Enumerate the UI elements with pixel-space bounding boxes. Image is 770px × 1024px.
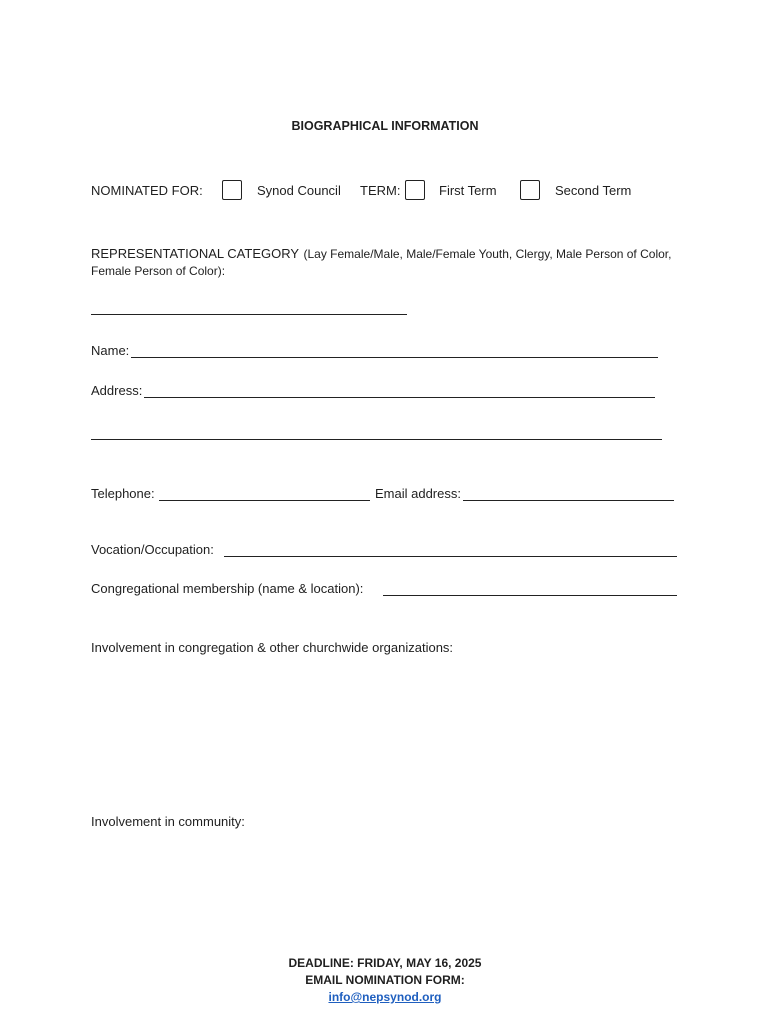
name-label: Name: [91,343,130,358]
category-hint-line2: Female Person of Color): [91,264,226,278]
vocation-input-line[interactable] [224,556,677,557]
email-form-label: EMAIL NOMINATION FORM: [305,973,465,987]
involvement-congregation-label: Involvement in congregation & other churchwide organizations: [91,640,454,655]
email-link[interactable]: info@nepsynod.org [328,990,442,1004]
address-label: Address: [91,383,143,398]
category-label: REPRESENTATIONAL CATEGORY [91,246,300,261]
involvement-community-area[interactable] [91,836,677,946]
congregation-input-line[interactable] [383,595,677,596]
telephone-input-line[interactable] [159,500,370,501]
involvement-community-label: Involvement in community: [91,814,245,829]
representational-category [91,245,671,263]
first-term-label: First Term [439,183,497,198]
category-hint-line1: (Lay Female/Male, Male/Female Youth, Clergy, Male Person of Color, [303,247,672,261]
second-term-label: Second Term [555,183,632,198]
name-input-line[interactable] [131,357,658,358]
synod-council-checkbox[interactable] [222,180,242,200]
email-address-label: Email address: [375,486,461,501]
category-input-line[interactable] [91,314,407,315]
synod-council-label: Synod Council [257,183,341,198]
email-input-line[interactable] [463,500,674,501]
page-title: BIOGRAPHICAL INFORMATION [291,119,479,133]
address-input-line[interactable] [144,397,655,398]
congregation-label: Congregational membership (name & location): [91,581,364,596]
deadline-text: DEADLINE: FRIDAY, MAY 16, 2025 [288,956,482,970]
email-link-wrapper [0,990,770,1004]
involvement-congregation-area[interactable] [91,662,677,797]
first-term-checkbox[interactable] [405,180,425,200]
term-label: TERM: [360,183,401,198]
second-term-checkbox[interactable] [520,180,540,200]
vocation-label: Vocation/Occupation: [91,542,214,557]
telephone-label: Telephone: [91,486,155,501]
nominated-for-label: NOMINATED FOR: [91,183,203,198]
address-input-line-2[interactable] [91,439,662,440]
